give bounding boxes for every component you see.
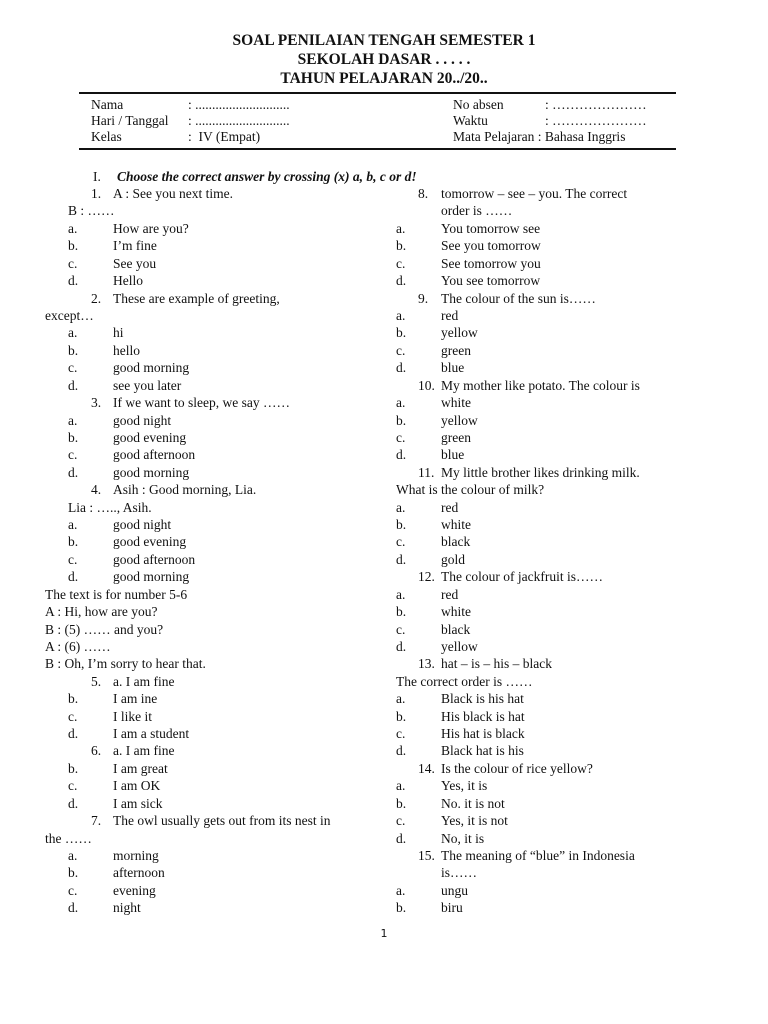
- waktu-label: Waktu: [453, 113, 488, 128]
- question-text: tomorrow – see – you. The correct: [441, 186, 628, 201]
- option-letter: a.: [68, 517, 78, 532]
- option-letter: a.: [396, 882, 406, 898]
- option-letter: b.: [68, 429, 79, 445]
- question-number: 6.: [91, 743, 102, 759]
- page-number: 1: [380, 927, 388, 940]
- header-top-rule: [79, 92, 676, 94]
- option-text: I am a student: [113, 726, 190, 741]
- option-text: red: [441, 586, 459, 602]
- question-number: 2.: [91, 290, 102, 306]
- option-text: good morning: [113, 360, 190, 376]
- question-number: 7.: [91, 813, 102, 829]
- option-letter: d.: [396, 743, 407, 759]
- question-text: These are example of greeting,: [113, 290, 280, 306]
- question-text-line: The correct order is ……: [396, 673, 533, 689]
- option-letter: d.: [396, 273, 407, 289]
- option-text: good night: [113, 517, 172, 532]
- option-letter: b.: [396, 900, 407, 916]
- question-number: 15.: [418, 848, 435, 863]
- option-text: evening: [113, 882, 156, 898]
- option-letter: a.: [396, 395, 406, 410]
- option-letter: a.: [68, 325, 78, 341]
- option-letter: d.: [396, 360, 407, 376]
- option-text: red: [441, 307, 459, 323]
- option-text: night: [113, 900, 141, 916]
- question-text: The colour of jackfruit is……: [441, 569, 603, 585]
- option-letter: a.: [68, 220, 78, 236]
- option-letter: b.: [396, 238, 407, 254]
- option-letter: a.: [396, 586, 406, 602]
- option-text: good morning: [113, 569, 190, 585]
- question-number: 1.: [91, 186, 102, 201]
- option-text: white: [441, 395, 471, 410]
- hari-tanggal-field: : ............................: [188, 113, 290, 128]
- option-letter: b.: [396, 604, 407, 620]
- question-text: hat – is – his – black: [441, 656, 552, 672]
- option-text: ungu: [441, 882, 468, 898]
- question-text: If we want to sleep, we say ……: [113, 395, 290, 410]
- question-text-line: The text is for number 5-6: [45, 586, 188, 602]
- no-absen-field: : …………………: [545, 97, 647, 112]
- question-text-line: except…: [45, 307, 94, 323]
- hari-tanggal-label: Hari / Tanggal: [91, 113, 169, 128]
- option-letter: b.: [68, 342, 79, 358]
- option-letter: b.: [396, 708, 407, 724]
- option-letter: a.: [396, 778, 406, 794]
- option-text: good night: [113, 412, 172, 428]
- option-text: good evening: [113, 534, 187, 550]
- option-letter: b.: [68, 691, 79, 707]
- option-letter: b.: [396, 517, 407, 532]
- nama-field: : ............................: [188, 97, 290, 112]
- waktu-field: : …………………: [545, 113, 647, 128]
- option-text: good evening: [113, 429, 187, 445]
- option-letter: a.: [396, 307, 406, 323]
- mata-pelajaran: Mata Pelajaran : Bahasa Inggris: [453, 129, 626, 144]
- option-text: red: [441, 499, 459, 515]
- question-text-line: B : Oh, I’m sorry to hear that.: [45, 656, 206, 672]
- option-letter: b.: [396, 412, 407, 428]
- question-number: 9.: [418, 290, 429, 306]
- option-letter: b.: [68, 760, 79, 776]
- question-text: The colour of the sun is……: [441, 290, 596, 306]
- option-text: See you tomorrow: [441, 238, 541, 254]
- option-text: blue: [441, 447, 465, 463]
- option-letter: b.: [68, 238, 79, 254]
- option-letter: d.: [68, 377, 79, 393]
- option-letter: a.: [396, 691, 406, 707]
- section-number: I.: [93, 169, 101, 184]
- option-text: black: [441, 534, 471, 550]
- option-letter: b.: [396, 325, 407, 341]
- school-name: SEKOLAH DASAR . . . . .: [297, 51, 471, 68]
- option-letter: c.: [396, 255, 406, 271]
- question-text: a. I am fine: [113, 673, 175, 689]
- option-letter: d.: [396, 447, 407, 463]
- option-letter: c.: [396, 813, 406, 829]
- option-text: You see tomorrow: [441, 273, 541, 289]
- option-letter: d.: [396, 830, 407, 846]
- option-text: I like it: [113, 708, 152, 724]
- option-letter: c.: [396, 726, 406, 741]
- header-bottom-rule: [79, 148, 676, 150]
- option-letter: c.: [68, 551, 78, 567]
- question-number: 4.: [91, 482, 102, 498]
- option-letter: d.: [68, 569, 79, 585]
- question-text: A : See you next time.: [113, 186, 233, 201]
- question-text-line: B : (5) …… and you?: [45, 621, 164, 637]
- option-text: yellow: [441, 325, 478, 341]
- question-number: 10.: [418, 377, 435, 393]
- question-text-line: What is the colour of milk?: [396, 482, 545, 498]
- option-text: yellow: [441, 638, 478, 654]
- kelas-label: Kelas: [91, 129, 122, 144]
- nama-label: Nama: [91, 97, 124, 112]
- option-letter: c.: [68, 447, 78, 463]
- option-text: I am OK: [113, 778, 161, 794]
- option-letter: c.: [68, 360, 78, 376]
- option-text: gold: [441, 551, 466, 567]
- option-text: biru: [441, 900, 463, 916]
- question-number: 13.: [418, 656, 435, 672]
- option-text: I am sick: [113, 795, 163, 811]
- question-text-line: the ……: [45, 830, 92, 846]
- option-text: See you: [113, 255, 157, 271]
- option-letter: c.: [68, 708, 78, 724]
- kelas-value: : IV (Empat): [188, 129, 261, 144]
- option-text: I am great: [113, 760, 168, 776]
- option-text: How are you?: [113, 220, 189, 236]
- option-letter: b.: [396, 795, 407, 811]
- option-text: I’m fine: [113, 238, 157, 254]
- question-text: a. I am fine: [113, 743, 175, 759]
- option-text: Black is his hat: [441, 691, 524, 707]
- option-letter: a.: [396, 499, 406, 515]
- option-letter: a.: [68, 412, 78, 428]
- option-text: Yes, it is not: [441, 813, 508, 829]
- question-text: Is the colour of rice yellow?: [441, 760, 593, 776]
- option-text: see you later: [113, 377, 182, 393]
- option-text: Yes, it is: [441, 778, 488, 794]
- option-text: afternoon: [113, 865, 165, 881]
- option-text: No, it is: [441, 830, 485, 846]
- option-letter: c.: [68, 882, 78, 898]
- question-number: 8.: [418, 186, 429, 201]
- option-letter: d.: [396, 551, 407, 567]
- option-letter: c.: [396, 429, 406, 445]
- section-instruction: Choose the correct answer by crossing (x) a, b, c or d!: [117, 169, 417, 184]
- option-letter: a.: [396, 220, 406, 236]
- option-letter: c.: [396, 534, 406, 550]
- option-text: black: [441, 621, 471, 637]
- option-text: Hello: [113, 273, 143, 289]
- option-text: white: [441, 517, 471, 532]
- question-text: Asih : Good morning, Lia.: [113, 482, 257, 498]
- option-text: good morning: [113, 464, 190, 480]
- no-absen-label: No absen: [453, 97, 504, 112]
- question-number: 11.: [418, 464, 435, 480]
- question-text-line: order is ……: [441, 203, 513, 219]
- option-letter: b.: [68, 534, 79, 550]
- option-letter: c.: [68, 778, 78, 794]
- option-letter: c.: [68, 255, 78, 271]
- question-text-line: B : ……: [68, 203, 115, 219]
- question-text-line: Lia : ….., Asih.: [68, 499, 152, 515]
- option-text: You tomorrow see: [441, 220, 541, 236]
- question-number: 5.: [91, 673, 102, 689]
- question-text-line: A : Hi, how are you?: [45, 604, 158, 620]
- option-text: hello: [113, 342, 140, 358]
- option-text: yellow: [441, 412, 478, 428]
- option-letter: d.: [68, 726, 79, 741]
- question-number: 12.: [418, 569, 435, 585]
- option-text: hi: [113, 325, 124, 341]
- question-text-line: A : (6) ……: [45, 638, 111, 654]
- question-text: My little brother likes drinking milk.: [441, 464, 640, 480]
- option-letter: b.: [68, 865, 79, 881]
- question-text: The meaning of “blue” in Indonesia: [441, 848, 635, 863]
- option-letter: a.: [68, 848, 78, 863]
- exam-title: SOAL PENILAIAN TENGAH SEMESTER 1: [232, 32, 536, 49]
- option-letter: d.: [68, 273, 79, 289]
- option-text: Black hat is his: [441, 743, 524, 759]
- question-text: My mother like potato. The colour is: [441, 377, 640, 393]
- question-number: 14.: [418, 760, 435, 776]
- option-text: No. it is not: [441, 795, 505, 811]
- option-letter: d.: [68, 900, 79, 916]
- option-letter: c.: [396, 342, 406, 358]
- academic-year: TAHUN PELAJARAN 20../20..: [280, 70, 488, 87]
- option-letter: c.: [396, 621, 406, 637]
- option-text: I am ine: [113, 691, 158, 707]
- option-text: good afternoon: [113, 551, 196, 567]
- question-number: 3.: [91, 395, 102, 410]
- option-text: white: [441, 604, 471, 620]
- option-text: blue: [441, 360, 465, 376]
- option-text: green: [441, 429, 471, 445]
- option-letter: d.: [68, 464, 79, 480]
- option-letter: d.: [68, 795, 79, 811]
- option-text: green: [441, 342, 471, 358]
- option-text: His black is hat: [441, 708, 525, 724]
- option-text: morning: [113, 848, 159, 863]
- option-text: His hat is black: [441, 726, 525, 741]
- option-letter: d.: [396, 638, 407, 654]
- option-text: good afternoon: [113, 447, 196, 463]
- question-text: The owl usually gets out from its nest in: [113, 813, 331, 829]
- option-text: See tomorrow you: [441, 255, 541, 271]
- question-text-line: is……: [441, 865, 478, 881]
